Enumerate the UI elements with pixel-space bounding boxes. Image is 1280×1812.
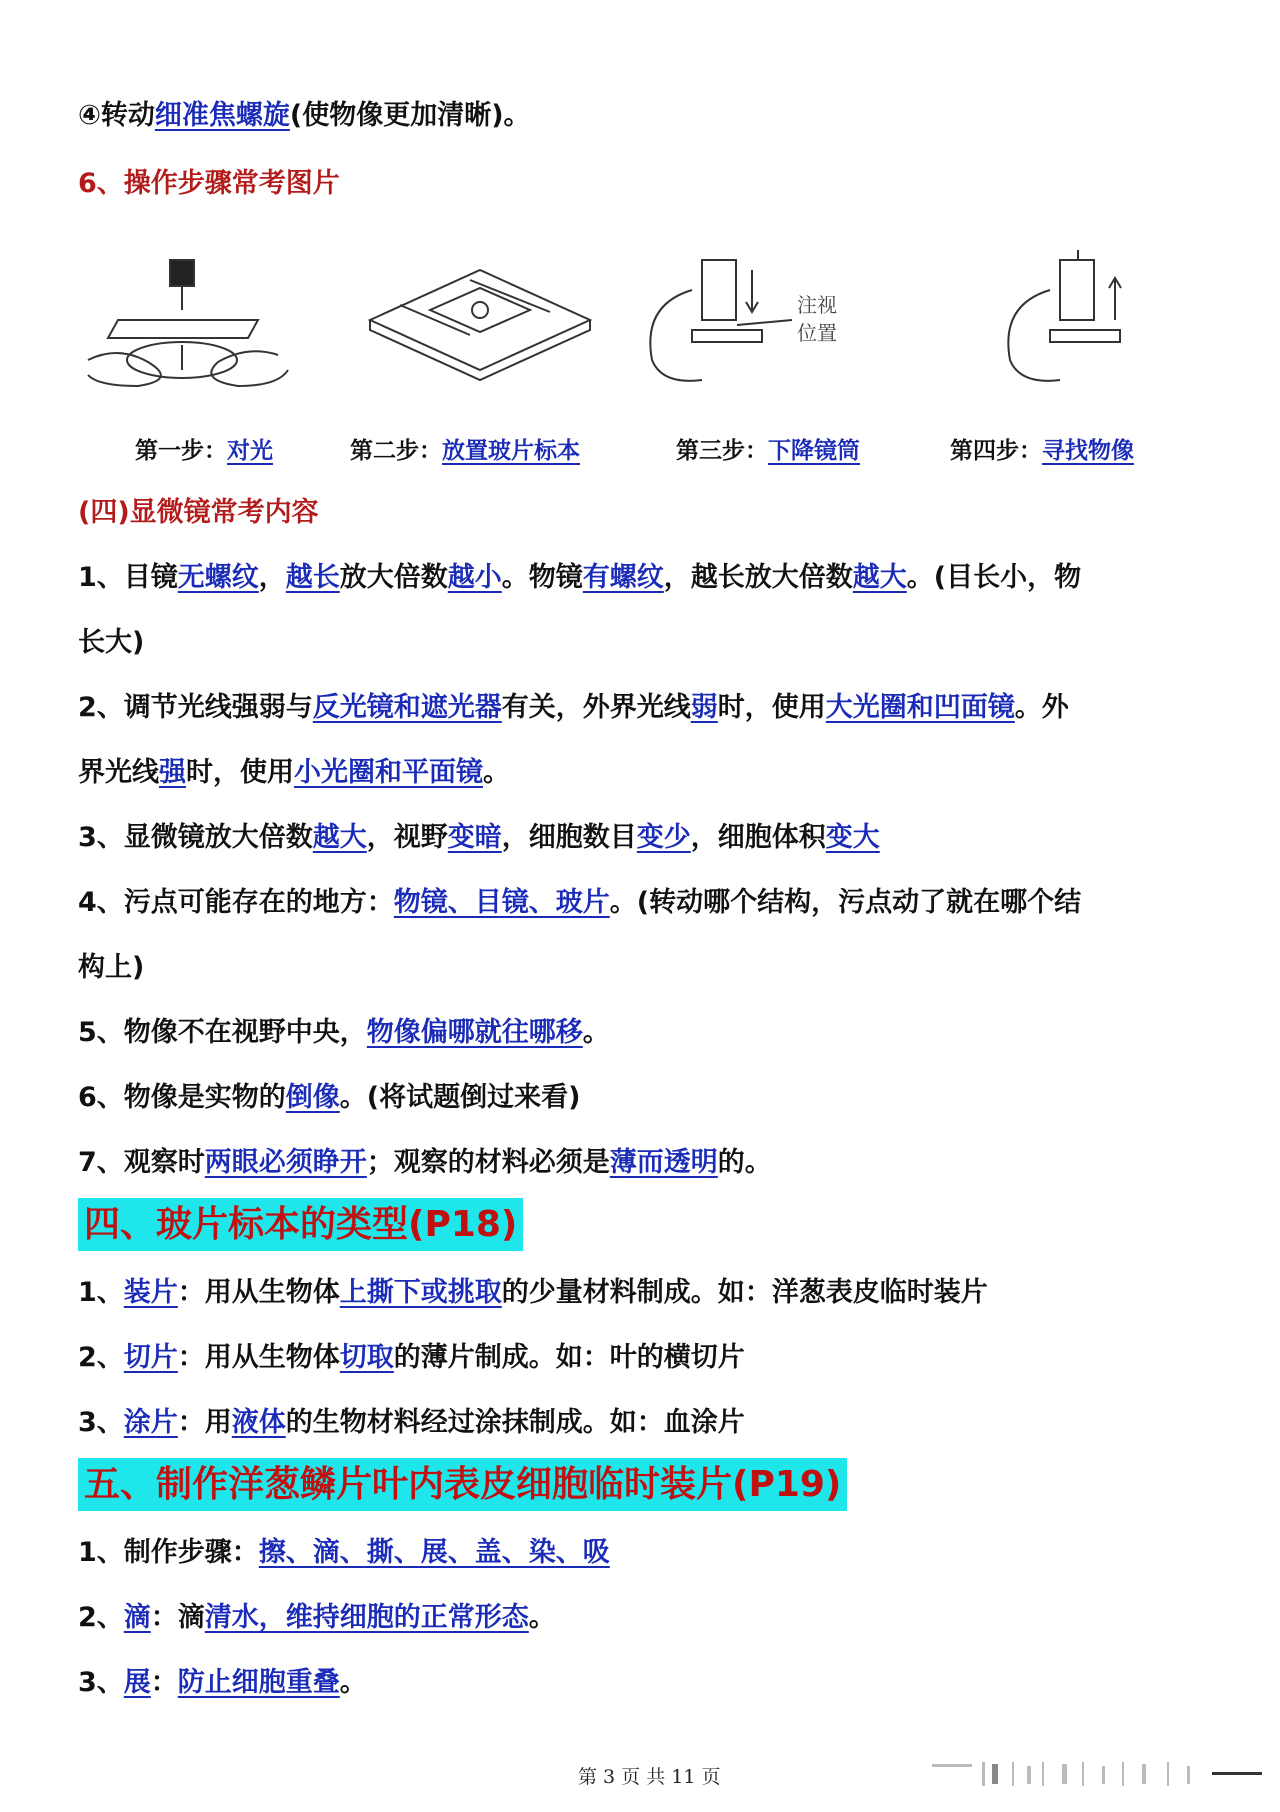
sight-line (737, 320, 792, 325)
text: 2、 (78, 1602, 124, 1633)
arm (650, 290, 702, 381)
text: 1、制作步骤： (78, 1537, 259, 1568)
text: ，细胞数目 (501, 822, 637, 853)
answer: 放置玻片标本 (442, 438, 580, 464)
clip-left (400, 305, 470, 335)
text: 。外 (1014, 692, 1069, 723)
answer: 细准焦螺旋 (154, 100, 290, 131)
tube (702, 260, 736, 320)
text: 第一步： (135, 438, 227, 464)
step-4-line (78, 100, 531, 132)
caption-step-4 (950, 432, 1134, 465)
answer: 展 (123, 1667, 151, 1698)
answer: 大光圈和凹面镜 (825, 692, 1015, 723)
text: 的薄片制成。如：叶的横切片 (393, 1342, 745, 1373)
observe-label-1: 注视 (797, 293, 837, 317)
micro-line-4 (78, 887, 1081, 919)
micro-line-2-cont (78, 757, 510, 789)
text: ；观察的材料必须是 (366, 1147, 610, 1178)
answer: 越长 (285, 562, 340, 593)
text: ：用从生物体 (177, 1277, 340, 1308)
s4-line-3 (78, 1407, 745, 1439)
answer: 变大 (825, 822, 880, 853)
s4-line-1 (78, 1277, 988, 1309)
micro-line-4-cont: 构上) (78, 952, 145, 983)
answer: 变暗 (447, 822, 502, 853)
answer: 液体 (231, 1407, 286, 1438)
text: 。 (483, 757, 510, 788)
answer: 弱 (690, 692, 718, 723)
text: 6、物像是实物的 (78, 1082, 286, 1113)
text: 第四步： (950, 438, 1042, 464)
micro-line-5 (78, 1017, 610, 1049)
answer: 物像偏哪就往哪移 (366, 1017, 583, 1048)
micro-line-1 (78, 562, 1081, 594)
answer: 越小 (447, 562, 502, 593)
answer: 薄而透明 (609, 1147, 718, 1178)
text: 的少量材料制成。如：洋葱表皮临时装片 (501, 1277, 988, 1308)
s5-line-1 (78, 1537, 610, 1569)
text: 3、 (78, 1407, 124, 1438)
text: 有关，外界光线 (501, 692, 691, 723)
section-5-title: 五、制作洋葱鳞片叶内表皮细胞临时装片(P19) (78, 1458, 847, 1511)
answer: 擦、滴、撕、展、盖、染、吸 (258, 1537, 610, 1568)
text: 2、调节光线强弱与 (78, 692, 313, 723)
answer: 倒像 (285, 1082, 340, 1113)
answer: 有螺纹 (582, 562, 664, 593)
s5-line-2 (78, 1602, 556, 1634)
s5-line-3 (78, 1667, 367, 1699)
text: 第二步： (350, 438, 442, 464)
text: 。(转动哪个结构，污点动了就在哪个结 (609, 887, 1082, 918)
answer: 小光圈和平面镜 (294, 757, 483, 788)
text: ：用 (177, 1407, 232, 1438)
answer: 对光 (227, 438, 273, 464)
observe-label-2: 位置 (797, 321, 837, 345)
text: 界光线 (78, 757, 159, 788)
s4-line-2 (78, 1342, 745, 1374)
answer: 清水，维持细胞的正常形态 (204, 1602, 529, 1633)
stage (692, 330, 762, 342)
specimen (472, 302, 488, 318)
text: ④转动 (78, 100, 155, 131)
glass-slide (430, 288, 530, 332)
micro-line-6 (78, 1082, 580, 1114)
text: ：用从生物体 (177, 1342, 340, 1373)
text: 放大倍数 (339, 562, 448, 593)
answer: 越大 (852, 562, 907, 593)
text: 3、 (78, 1667, 124, 1698)
barcode-decoration (932, 1760, 1262, 1788)
tube (1060, 260, 1094, 320)
answer: 两眼必须睁开 (204, 1147, 367, 1178)
answer: 防止细胞重叠 (177, 1667, 340, 1698)
figure-step2-slide (360, 250, 600, 390)
answer: 下降镜筒 (768, 438, 860, 464)
text: ， (258, 562, 286, 593)
text: 。 (528, 1602, 556, 1633)
section-4-title: 四、玻片标本的类型(P18) (78, 1198, 523, 1251)
answer: 寻找物像 (1042, 438, 1134, 464)
right-hand (211, 351, 288, 386)
caption-step-2 (350, 432, 580, 465)
text: 2、 (78, 1342, 124, 1373)
answer: 反光镜和遮光器 (312, 692, 502, 723)
text: 的。 (717, 1147, 772, 1178)
page-number: 第 3 页 共 11 页 (578, 1766, 721, 1788)
text: 。 (582, 1017, 610, 1048)
heading-images: 6、操作步骤常考图片 (78, 168, 340, 199)
answer: 滴 (123, 1602, 151, 1633)
text: 时，使用 (186, 757, 294, 788)
stage-shape (108, 320, 258, 338)
figure-step4-find (990, 250, 1190, 390)
arm (1008, 290, 1060, 381)
answer: 无螺纹 (177, 562, 259, 593)
answer: 上撕下或挑取 (339, 1277, 502, 1308)
text: 时，使用 (717, 692, 826, 723)
text: 1、 (78, 1277, 124, 1308)
text: 。(将试题倒过来看) (339, 1082, 581, 1113)
heading-microscope: (四)显微镜常考内容 (78, 497, 319, 528)
text: 。 (339, 1667, 367, 1698)
text: 5、物像不在视野中央， (78, 1017, 367, 1048)
text: ：滴 (150, 1602, 205, 1633)
stage (1050, 330, 1120, 342)
answer: 切取 (339, 1342, 394, 1373)
micro-line-3 (78, 822, 880, 854)
text: 7、观察时 (78, 1147, 205, 1178)
figure-step3-lower (632, 250, 872, 390)
answer: 物镜、目镜、玻片 (393, 887, 610, 918)
text: 3、显微镜放大倍数 (78, 822, 313, 853)
text: (使物像更加清晰)。 (289, 100, 531, 131)
answer: 涂片 (123, 1407, 178, 1438)
caption-step-3 (676, 432, 860, 465)
text: ，视野 (366, 822, 448, 853)
text: 4、污点可能存在的地方： (78, 887, 394, 918)
eyepiece-shape (170, 260, 194, 286)
text: ，越长放大倍数 (663, 562, 853, 593)
answer: 装片 (123, 1277, 178, 1308)
figure-step1-light (78, 250, 318, 390)
answer: 强 (159, 757, 186, 788)
text: 的生物材料经过涂抹制成。如：血涂片 (285, 1407, 745, 1438)
caption-step-1 (135, 432, 273, 465)
micro-line-7 (78, 1147, 772, 1179)
text: 。物镜 (501, 562, 583, 593)
text: 。(目长小，物 (906, 562, 1082, 593)
text: ： (150, 1667, 178, 1698)
text: ，细胞体积 (690, 822, 826, 853)
left-hand (88, 353, 161, 386)
text: 第三步： (676, 438, 768, 464)
micro-line-2 (78, 692, 1069, 724)
answer: 切片 (123, 1342, 178, 1373)
answer: 变少 (636, 822, 691, 853)
micro-line-1-cont: 长大) (78, 627, 145, 658)
text: 1、目镜 (78, 562, 178, 593)
answer: 越大 (312, 822, 367, 853)
